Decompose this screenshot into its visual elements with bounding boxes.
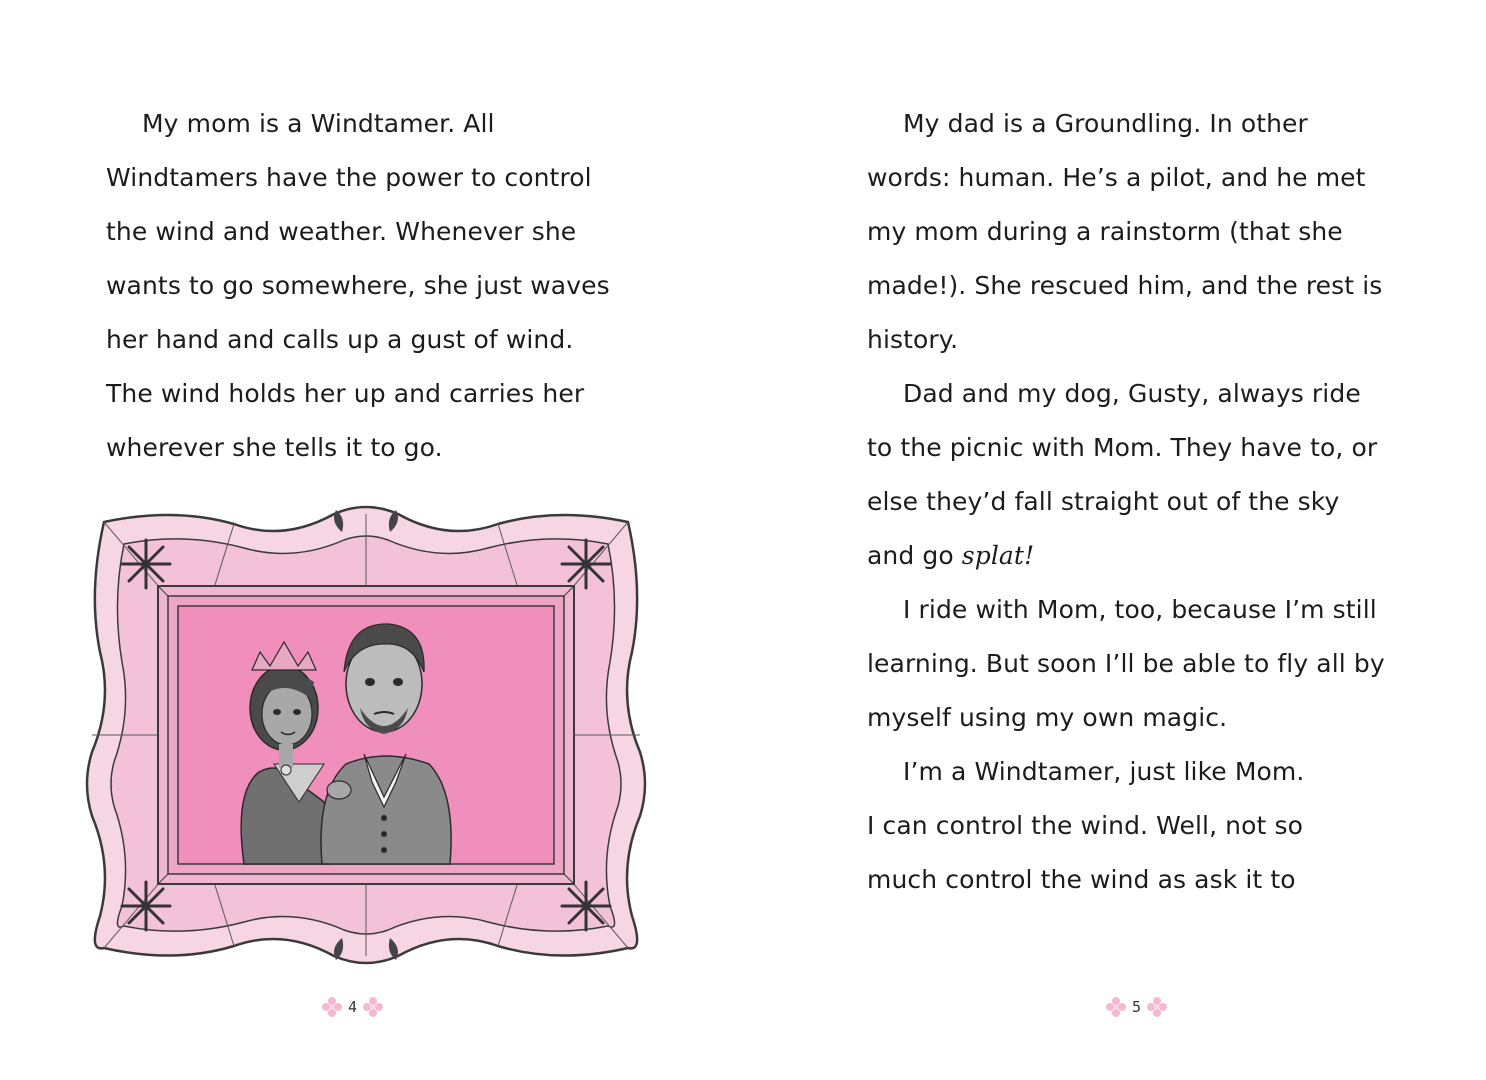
text-line: My dad is a Groundling. In other — [903, 109, 1308, 138]
text-line: My mom is a Windtamer. All — [142, 109, 495, 138]
text-line: learning. But soon I’ll be able to fly all by — [867, 649, 1385, 678]
page-number: 5 — [1132, 998, 1142, 1016]
text-line: wants to go somewhere, she just waves — [106, 271, 610, 300]
text-line: I can control the wind. Well, not so — [867, 811, 1303, 840]
flower-icon — [1106, 997, 1126, 1017]
text-line: wherever she tells it to go. — [106, 433, 443, 462]
text-line: the wind and weather. Whenever she — [106, 217, 577, 246]
page-number: 4 — [348, 998, 358, 1016]
text-line: The wind holds her up and carries her — [106, 379, 585, 408]
page-number-footer — [322, 994, 383, 1020]
woman-hand — [327, 781, 351, 799]
text-line: I’m a Windtamer, just like Mom. — [903, 757, 1305, 786]
flower-icon — [322, 997, 342, 1017]
text-line: made!). She rescued him, and the rest is — [867, 271, 1383, 300]
emphasis-word: splat! — [961, 541, 1035, 570]
text-line: else they’d fall straight out of the sky — [867, 487, 1340, 516]
text-line: to the picnic with Mom. They have to, or — [867, 433, 1378, 462]
left-page-text — [106, 97, 626, 475]
text-line: myself using my own magic. — [867, 703, 1228, 732]
page-number-footer — [1106, 994, 1167, 1020]
text-line: Dad and my dog, Gusty, always ride — [903, 379, 1361, 408]
flower-icon — [363, 997, 383, 1017]
text-line: much control the wind as ask it to — [867, 865, 1296, 894]
text-line: I ride with Mom, too, because I’m still — [903, 595, 1377, 624]
flower-icon — [1147, 997, 1167, 1017]
text-line-with-emphasis — [867, 529, 1407, 583]
text-line: history. — [867, 325, 959, 354]
right-page — [743, 0, 1486, 1080]
text-line: my mom during a rainstorm (that she — [867, 217, 1343, 246]
text-line: Windtamers have the power to control — [106, 163, 592, 192]
text-line: words: human. He’s a pilot, and he met — [867, 163, 1366, 192]
right-page-text — [867, 97, 1407, 907]
text-fragment: and go — [867, 541, 962, 570]
framed-portrait-illustration — [84, 502, 648, 968]
text-line: her hand and calls up a gust of wind. — [106, 325, 574, 354]
